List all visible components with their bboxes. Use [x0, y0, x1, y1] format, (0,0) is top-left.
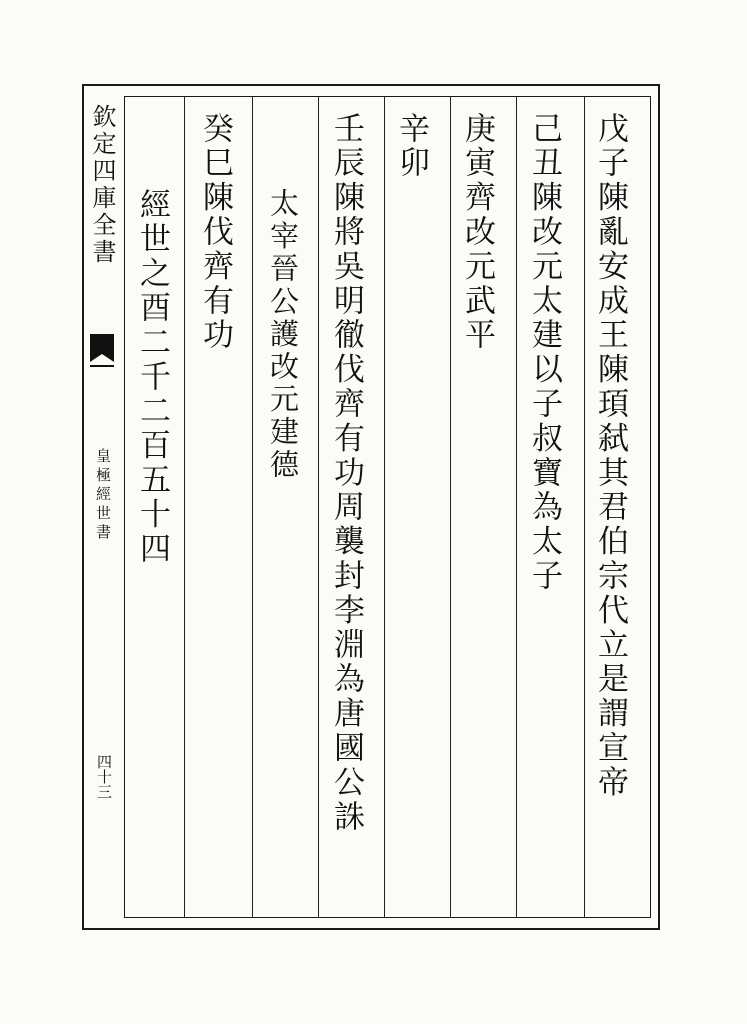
fishtail-mark-icon	[88, 332, 116, 372]
text-column: 庚寅齊改元武平	[459, 112, 495, 353]
column-divider	[252, 96, 253, 918]
column-divider	[184, 96, 185, 918]
column-divider	[384, 96, 385, 918]
book-title: 皇極經世書	[94, 448, 112, 543]
text-column: 戊子陳亂安成王陳頊弑其君伯宗代立是謂宣帝	[592, 112, 628, 800]
text-column: 己丑陳改元太建以子叔寶為太子	[526, 112, 562, 594]
column-divider	[516, 96, 517, 918]
collection-title: 欽定四庫全書	[88, 104, 116, 266]
page-number: 四十三	[95, 754, 113, 799]
column-divider	[584, 96, 585, 918]
text-column-indented: 經世之酉二千二百五十四	[134, 188, 170, 567]
column-divider	[318, 96, 319, 918]
text-column: 癸巳陳伐齊有功	[197, 112, 233, 353]
text-column: 辛卯	[393, 112, 429, 181]
text-column-indented: 太宰晉公護改元建德	[266, 188, 300, 482]
text-column: 壬辰陳將吳明徹伐齊有功周襲封李淵為唐國公誅	[328, 112, 364, 835]
column-divider	[450, 96, 451, 918]
